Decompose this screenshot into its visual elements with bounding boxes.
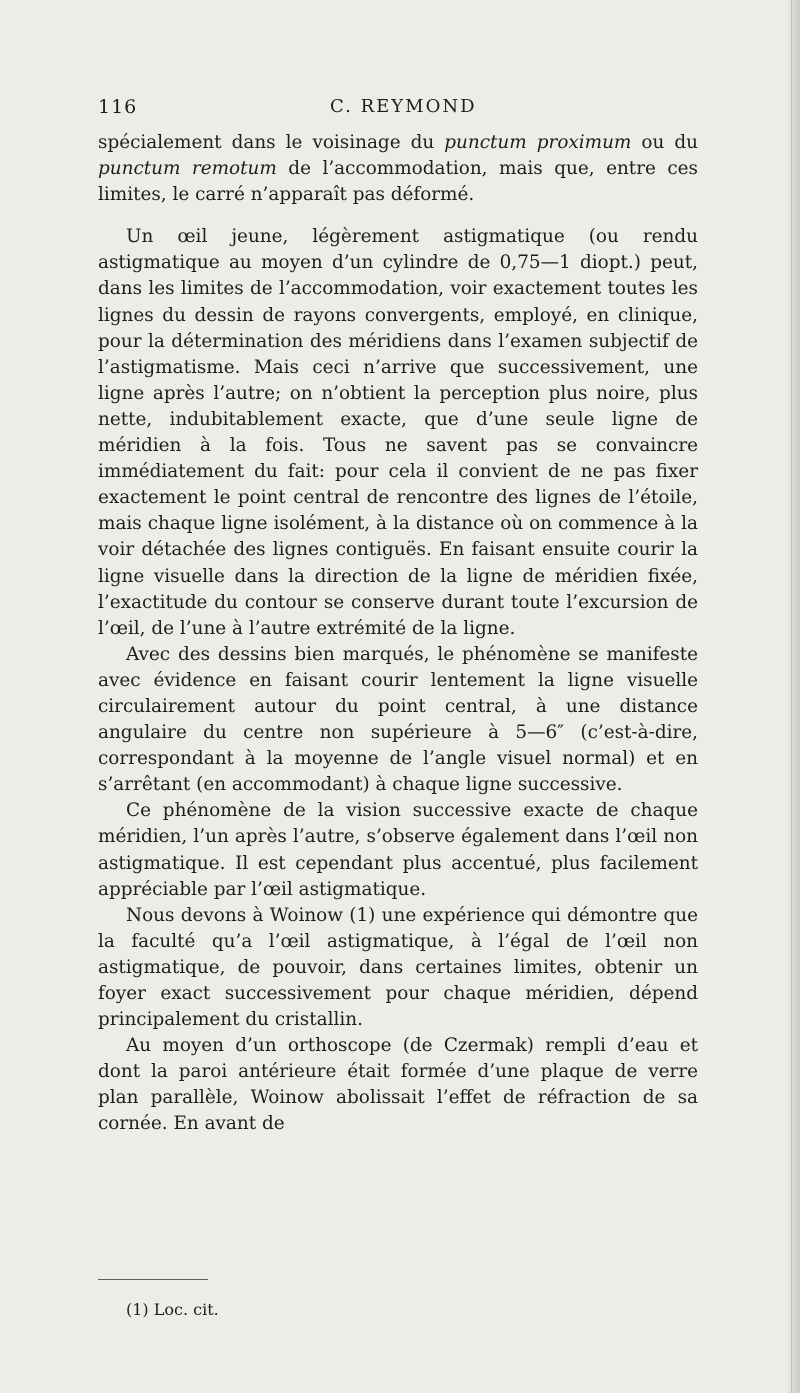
paragraph: Un œil jeune, légèrement astigmatique (ou rendu astigmatique au moyen d’un cylindre de 0,75—1 diopt.) peut, dans les limites de l’accommodation, voir exactement toutes les lignes du dessin de rayons convergents, employé, en clinique, pour la détermination des méridiens dans l’examen subjectif de l’astigmatisme. Mais ceci n’arrive que successivement, une ligne après l’autre; on n’obtient la perception plus noire, plus nette, indubitablement exacte, que d’une seule ligne de méridien à la fois. Tous ne savent pas se convaincre immédiatement du fait: pour cela il convient de ne pas fixer exactement le point central de rencontre des lignes de l’étoile, mais chaque ligne isolément, à la distance où on commence à la voir détachée des lignes contiguës. En faisant ensuite courir la ligne visuelle dans la direction de la ligne de méridien fixée, l’exactitude du contour se conserve durant toute l’excursion de l’œil, de l’une à l’autre extrémité de la ligne. [98,226,698,639]
page-edge-shadow [786,0,800,1393]
paragraph: Ce phénomène de la vision successive exacte de chaque méridien, l’un après l’autre, s’observe également dans l’œil non astigmatique. Il est cependant plus accentué, plus facilement appréciable par l’œil astigmatique. [98,800,698,900]
page-number: 116 [98,96,138,118]
paragraph: Avec des dessins bien marqués, le phénomène se manifeste avec évidence en faisant courir lentement la ligne visuelle circulairement autour du point central, à une distance angulaire du centre non supérieure à 5—6″ (c’est-à-dire, correspondant à la moyenne de l’angle visuel normal) et en s’arrêtant (en accommodant) à chaque ligne successive. [98,643,698,796]
paragraph-text: spécialement dans le voisinage du [98,132,445,153]
footnote-rule [98,1279,208,1280]
running-head [98,96,698,120]
body-text [98,130,698,1138]
italic-term: punctum proximum [444,132,632,153]
paragraph-text: ou du [631,132,698,153]
paragraph-text: de l’accommodation, mais que, entre ces limites, le carré n’apparaît pas déformé. [98,158,698,206]
running-head-author: C. REYMOND [330,96,477,117]
paragraph-continuation [98,130,698,208]
page-edge-line [791,0,792,1393]
paragraph: Nous devons à Woinow (1) une expérience qui démontre que la faculté qu’a l’œil astigmatique, à l’égal de l’œil non astigmatique, de pouvoir, dans certaines limites, obtenir un foyer exact successivement pour chaque méridien, dépend principalement du cristallin. [98,904,698,1031]
paragraph: Au moyen d’un orthoscope (de Czermak) rempli d’eau et dont la paroi antérieure était formée d’une plaque de verre plan parallèle, Woinow abolissait l’effet de réfraction de sa cornée. En avant de [98,1035,698,1135]
footnote: (1) Loc. cit. [126,1300,219,1319]
italic-term: punctum remotum [98,158,277,180]
